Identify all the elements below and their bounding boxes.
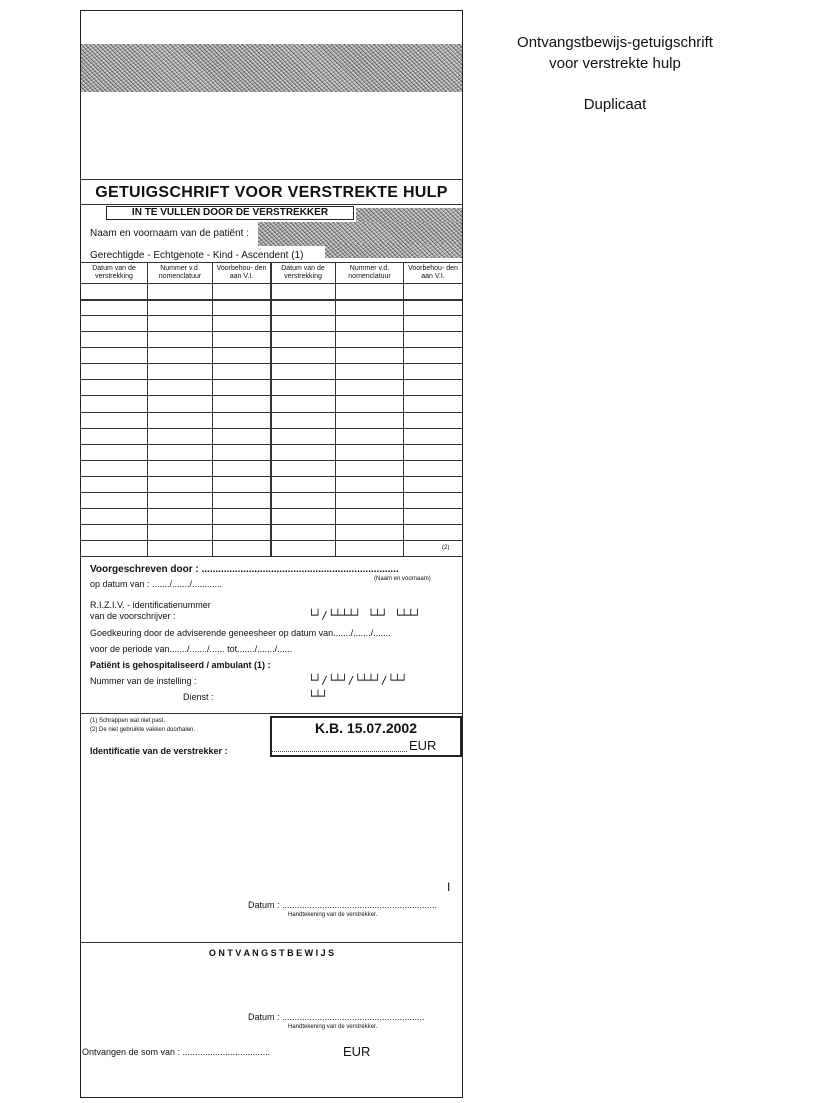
footnote-marker: (2) [442,545,450,551]
table-row-line [81,395,462,396]
form-title: GETUIGSCHRIFT VOOR VERSTREKTE HULP [95,184,448,201]
redacted-header-block [81,44,462,92]
duplicate-label: Duplicaat [583,96,647,113]
table-row-line [81,508,462,509]
redacted-provider-block [356,208,462,222]
table-row-line [81,492,462,493]
approval-line[interactable]: Goedkeuring door de adviserende geneesheer op datum van......./......./....... [90,628,391,638]
fill-by-label: IN TE VULLEN DOOR DE VERSTREKKER [106,206,354,220]
table-row-line [81,476,462,477]
received-sum-field[interactable]: Ontvangen de som van : ................................... [82,1047,271,1057]
col-header-date-2: Datum van de verstrekking [281,265,325,280]
note-1: (1) Schrappen wat niet past. [90,718,166,724]
riziv-label-2: van de voorschrijver : [90,611,176,621]
note-2: (2) De niet gebruikte vakken doorhalen. [90,727,196,733]
redacted-relation [325,244,462,258]
on-date-field[interactable]: op datum van : ......./......./............ [90,579,223,589]
amount-field[interactable] [272,742,407,752]
right-title-line2: voor verstrekte hulp [549,55,681,72]
table-row-line [81,363,462,364]
col-header-nomenclature-2: Nummer v.d. nomenclatuur [348,265,391,280]
riziv-label-1: R.I.Z.I.V. - identificatienummer [90,600,211,610]
relation-label: Gerechtigde - Echtgenote - Kind - Ascendent (1) [90,250,304,261]
col-header-nomenclature-1: Nummer v.d. nomenclatuur [158,265,202,280]
table-row-line [81,460,462,461]
receipt-datum-field[interactable]: Datum : ......................................................... [248,1012,425,1022]
table-row-line [81,412,462,413]
kb-label: K.B. 15.07.2002 [315,720,417,736]
col-header-reserved-1: Voorbehou- den aan V.I. [216,265,267,280]
table-row-line [81,283,462,284]
amount-currency: EUR [409,738,437,753]
table-row-line [81,347,462,348]
table-row-line [81,540,462,541]
table-row-line [81,444,462,445]
hospitalised-label: Patiënt is gehospitaliseerd / ambulant (1) : [90,660,271,670]
institution-label: Nummer van de instelling : [90,676,197,686]
received-currency: EUR [343,1044,371,1059]
table-row-line [81,379,462,380]
table-row-line [81,428,462,429]
datum-field[interactable]: Datum : .............................................................. [248,900,438,910]
patient-name-label: Naam en voornaam van de patiënt : [90,228,249,239]
name-hint: (Naam en voornaam) [374,576,431,582]
table-row-line [81,524,462,525]
receipt-signature-hint: Handtekening van de verstrekker. [288,1024,378,1030]
service-label: Dienst : [183,692,214,702]
table-row-line [81,299,462,301]
redacted-patient-name [258,222,462,246]
service-boxes[interactable]: └┴┘ [308,690,328,703]
table-row-line [81,331,462,332]
provider-identification-label: Identificatie van de verstrekker : [90,746,228,756]
col-header-reserved-2: Voorbehou- den aan V.I. [408,265,458,280]
receipt-title: O N T V A N G S T B E W I J S [208,948,335,958]
right-title-line1: Ontvangstbewijs-getuigschrift [517,34,713,51]
period-line[interactable]: voor de periode van......./......./...... tot......./......./...... [90,644,293,654]
cursor-marker: I [447,880,451,894]
institution-number-boxes[interactable]: └┘/└┴┘/└┴┴┘/└┴┘ [308,674,408,687]
col-header-date-1: Datum van de verstrekking [92,265,136,280]
riziv-number-boxes[interactable]: └┘/└┴┴┴┘ └┴┘ └┴┴┘ [308,609,421,622]
table-row-line [81,315,462,316]
prescribed-by-label: Voorgeschreven door : ....................................................................... [90,564,399,575]
signature-hint: Handtekening van de verstrekker. [288,912,378,918]
